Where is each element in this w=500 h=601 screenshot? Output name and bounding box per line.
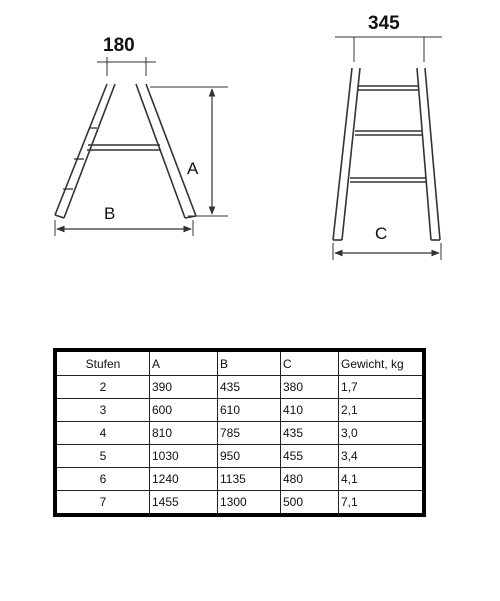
base-b-label: B [104, 204, 116, 223]
table-row [55, 376, 424, 399]
header-a: A [150, 350, 218, 376]
cell-b: 1135 [218, 468, 281, 491]
cell-a: 1240 [150, 468, 218, 491]
front-right-rail [417, 68, 440, 240]
left-leg [55, 84, 115, 218]
cell-stufen: 7 [55, 491, 150, 516]
side-top-width-label: 180 [103, 35, 135, 56]
cell-gewicht: 3,4 [339, 445, 425, 468]
base-c-label: C [375, 224, 388, 243]
header-b: B [218, 350, 281, 376]
cell-c: 480 [281, 468, 339, 491]
table-row [55, 491, 424, 516]
cell-a: 600 [150, 399, 218, 422]
cell-a: 1030 [150, 445, 218, 468]
cell-b: 1300 [218, 491, 281, 516]
front-left-rail [333, 68, 360, 240]
cell-stufen: 2 [55, 376, 150, 399]
cell-c: 380 [281, 376, 339, 399]
ladder-spec-table [53, 348, 426, 517]
cell-stufen: 4 [55, 422, 150, 445]
cell-a: 1455 [150, 491, 218, 516]
height-label: A [187, 159, 199, 178]
cell-c: 500 [281, 491, 339, 516]
cell-stufen: 5 [55, 445, 150, 468]
front-top-width-label: 345 [368, 13, 400, 34]
cell-a: 390 [150, 376, 218, 399]
cell-b: 435 [218, 376, 281, 399]
cell-gewicht: 3,0 [339, 422, 425, 445]
cell-gewicht: 7,1 [339, 491, 425, 516]
header-stufen: Stufen [55, 350, 150, 376]
cell-b: 950 [218, 445, 281, 468]
cell-stufen: 6 [55, 468, 150, 491]
front-rungs [350, 86, 426, 182]
cell-c: 455 [281, 445, 339, 468]
table-row [55, 445, 424, 468]
right-leg [136, 84, 196, 218]
cross-brace [87, 145, 161, 150]
side-view-ladder [55, 57, 228, 236]
front-view-ladder [333, 37, 442, 260]
cell-a: 810 [150, 422, 218, 445]
table-row [55, 399, 424, 422]
table-header-row [55, 350, 424, 376]
header-c: C [281, 350, 339, 376]
cell-c: 435 [281, 422, 339, 445]
cell-gewicht: 2,1 [339, 399, 425, 422]
cell-b: 610 [218, 399, 281, 422]
cell-gewicht: 1,7 [339, 376, 425, 399]
cell-stufen: 3 [55, 399, 150, 422]
table-row [55, 422, 424, 445]
cell-b: 785 [218, 422, 281, 445]
cell-c: 410 [281, 399, 339, 422]
table-row [55, 468, 424, 491]
header-gewicht: Gewicht, kg [339, 350, 425, 376]
cell-gewicht: 4,1 [339, 468, 425, 491]
